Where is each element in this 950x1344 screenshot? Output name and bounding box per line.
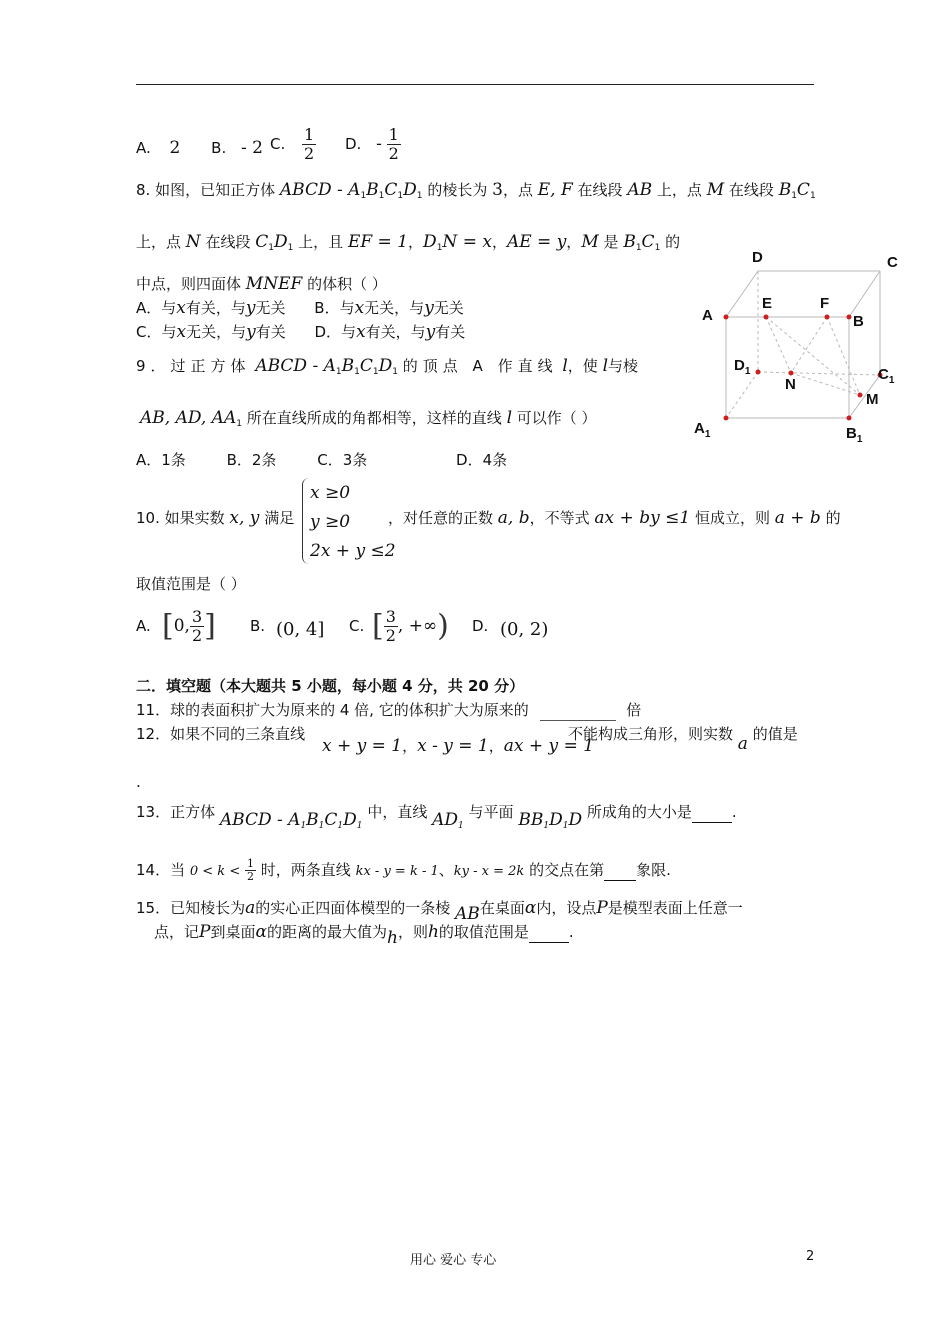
math-cond: 0 < k < — [189, 864, 241, 879]
text: 所成角的大小是 — [586, 803, 692, 821]
math-cube: ABCD - — [279, 180, 349, 200]
constraint-3: 2x + y ≤2 — [310, 541, 396, 561]
option-b-interval: (0, 4] — [276, 619, 325, 640]
label-a: A — [702, 307, 713, 324]
text: 的距离的最大值为 — [266, 923, 387, 941]
text: ，点 — [502, 181, 533, 199]
text: 无关，与 — [186, 323, 247, 341]
q7-options — [136, 138, 263, 158]
page-number: 2 — [806, 1249, 815, 1264]
math-y: y — [424, 298, 434, 318]
section-heading: 二．填空题（本大题共 5 小题，每小题 4 分，共 20 分） — [136, 677, 525, 695]
text: 的 — [665, 233, 681, 251]
option-c: C．与 — [136, 323, 177, 341]
label-n: N — [785, 376, 796, 393]
math-ef-eq: EF = 1 — [347, 232, 409, 252]
text: 有关，与 — [185, 299, 246, 317]
text: 象限. — [636, 861, 671, 879]
math-alpha: α — [524, 898, 537, 918]
math-a: a — [737, 734, 748, 754]
text: 11．球的表面积扩大为原来的 4 倍, 它的体积扩大为原来的 — [136, 701, 529, 719]
option-a: A．1条 — [136, 451, 186, 469]
text: 的值是 — [752, 725, 798, 743]
option-d: D．4条 — [456, 451, 508, 469]
math-cube: ABCD - A — [219, 810, 301, 830]
system-brace — [302, 478, 309, 564]
option-c: C．3条 — [317, 451, 368, 469]
option-c-label: C. — [270, 135, 286, 153]
math-inequality: ax + by ≤1 — [594, 508, 691, 528]
math-l: l — [602, 356, 609, 376]
answer-blank — [529, 922, 569, 943]
interval-high: , +∞ — [397, 616, 438, 636]
text: 点，记 — [154, 923, 200, 941]
header-rule — [136, 84, 814, 85]
text: 不能构成三角形，则实数 — [568, 725, 734, 743]
q8-line2: 上，点 N 在线段 $C_1D_1$ 上，且 EF = 1，$D_1N = x$，AE = y，M 是 $B_1C_1$ 的 — [136, 232, 681, 253]
text: 的体积（ ） — [307, 275, 387, 293]
option-a: A．与 — [136, 299, 177, 317]
option-a-label: A. — [136, 139, 151, 157]
q15-line2 — [154, 922, 574, 948]
text: 的取值范围是 — [438, 923, 529, 941]
label-d: D — [752, 249, 763, 266]
math-a-plus-b: a + b — [774, 508, 821, 528]
option-b-label: B. — [250, 617, 266, 635]
label-d1: $D_1$ — [734, 357, 751, 377]
q12-tail — [568, 724, 798, 754]
option-d-interval: (0, 2) — [500, 619, 549, 640]
math-y: y — [246, 322, 256, 342]
text: 时，两条直线 — [260, 861, 351, 879]
q12-equations: x + y = 1，x - y = 1，ax + y = 1 — [322, 736, 595, 756]
q12-dot: . — [136, 773, 141, 791]
fraction-denominator: 2 — [247, 870, 254, 883]
q9-line2: AB, AD, $AA_1$ 所在直线所成的角都相等，这样的直线 l 可以作（ ） — [140, 408, 597, 429]
label-b: B — [853, 313, 864, 330]
math-h: h — [386, 928, 398, 948]
q7-option-c — [270, 126, 401, 163]
math-p: P — [199, 922, 211, 942]
math-mnef: MNEF — [245, 274, 303, 294]
text: 有关，与 — [365, 323, 426, 341]
math-ab: AB — [627, 180, 653, 200]
math-eq3: ax + y = 1 — [503, 736, 595, 756]
text: 与平面 — [468, 803, 514, 821]
text: 9．过正方体 — [136, 357, 251, 375]
math-h: h — [427, 922, 439, 942]
math-ab: AB — [455, 904, 480, 924]
label-f: F — [820, 295, 830, 312]
fraction-numerator: 3 — [191, 607, 203, 626]
text: 14．当 — [136, 861, 186, 879]
q11 — [136, 700, 641, 721]
label-c: C — [887, 254, 898, 271]
q10-line1b — [388, 508, 841, 528]
fraction-numerator: 1 — [388, 125, 399, 144]
q10-line2: 取值范围是（ ） — [136, 575, 246, 593]
text: 在线段 — [577, 181, 623, 199]
fraction-denominator: 2 — [304, 144, 315, 163]
text: 上，点 — [136, 233, 182, 251]
option-a-label: A. — [136, 617, 151, 635]
text: 有关 — [435, 323, 466, 341]
text: 满足 — [264, 509, 295, 527]
fraction-denominator: 2 — [385, 626, 396, 645]
label-c1: $C_1$ — [878, 366, 895, 386]
option-c-interval: [ $\frac{3}{2}$ , +∞) — [372, 607, 449, 645]
text: 的实心正四面体模型的一条棱 — [255, 899, 451, 917]
text: 与棱 — [608, 357, 639, 375]
math-x: x — [176, 322, 187, 342]
text: 的 — [825, 509, 841, 527]
text: 是模型表面上任意一 — [607, 899, 743, 917]
text: 的顶点 A 作直线 — [402, 357, 558, 375]
math-xy: x, y — [229, 508, 260, 528]
text: 、 — [438, 861, 454, 879]
text: 无关 — [255, 299, 286, 317]
text: 上，点 — [656, 181, 702, 199]
q9-options — [136, 450, 507, 470]
q12 — [136, 724, 305, 744]
math-y: y — [425, 322, 436, 342]
footer-text: 用心 爱心 专心 — [410, 1253, 497, 1268]
text: ，对任意的正数 — [388, 509, 494, 527]
option-b-value: - 2 — [241, 138, 263, 158]
text: ，使 — [567, 357, 598, 375]
math-edges: AB, AD, AA — [140, 408, 237, 428]
text: 12．如果不同的三条直线 — [136, 725, 306, 743]
text: 有关 — [255, 323, 286, 341]
math-n: N — [185, 232, 201, 252]
label-e: E — [762, 295, 773, 312]
text: 恒成立，则 — [694, 509, 770, 527]
cube-edges — [726, 271, 880, 418]
text: ，不等式 — [529, 509, 590, 527]
math-l: l — [562, 356, 568, 376]
math-p: P — [596, 898, 608, 918]
q10-line1a — [136, 508, 294, 528]
text: ，则 — [397, 923, 428, 941]
math-line2: ky - x = 2k — [453, 864, 525, 879]
math-m: M — [581, 232, 599, 252]
math-ad1: AD — [432, 810, 459, 830]
math-d1n-eq: N = x — [442, 232, 492, 252]
label-b1: $B_1$ — [846, 425, 863, 445]
option-b: B．2条 — [226, 451, 277, 469]
math-l: l — [506, 408, 512, 428]
text: 上，且 — [298, 233, 344, 251]
option-d: D．与 — [314, 323, 357, 341]
text: 8. 如图，已知正方体 — [136, 181, 276, 199]
math-line1: kx - y = k - 1 — [355, 864, 439, 879]
text: 内，设点 — [536, 899, 597, 917]
math-ae-eq: AE = y — [506, 232, 567, 252]
math-x: x — [356, 322, 366, 342]
text: 在线段 — [205, 233, 251, 251]
option-a-interval: [0, $\frac{3}{2}$ ] — [162, 607, 216, 645]
option-b: B．与 — [314, 299, 355, 317]
text: 在桌面 — [479, 899, 525, 917]
option-b-label: B. — [211, 139, 227, 157]
math-m: M — [706, 180, 725, 200]
answer-blank — [692, 802, 732, 823]
text: 中点，则四面体 — [136, 275, 242, 293]
cube-figure — [690, 240, 920, 450]
text: 的交点在第 — [529, 861, 605, 879]
math-x: x — [354, 298, 365, 318]
label-a1: $A_1$ — [694, 420, 711, 440]
text: 中，直线 — [367, 803, 428, 821]
option-d-label: D. — [472, 617, 489, 635]
q8-options-cd — [136, 322, 465, 342]
interval-low: 0, — [173, 616, 190, 636]
fraction-denominator: 2 — [388, 144, 399, 163]
option-a-value: 2 — [169, 138, 181, 158]
fraction-numerator: 1 — [247, 857, 254, 870]
fraction-denominator: 2 — [191, 626, 203, 645]
q8-options-ab — [136, 298, 464, 318]
answer-blank — [540, 700, 616, 721]
edge-length: 3 — [492, 180, 503, 200]
constraint-2: y ≥0 — [310, 512, 351, 532]
text: 10. 如果实数 — [136, 509, 225, 527]
text: 到桌面 — [210, 923, 256, 941]
math-eq2: x - y = 1 — [417, 736, 489, 756]
text: 13．正方体 — [136, 803, 216, 821]
label-m: M — [866, 391, 879, 408]
math-b1c1: B — [778, 180, 792, 200]
math-ab: a, b — [497, 508, 530, 528]
option-c-label: C. — [349, 617, 365, 635]
math-x: x — [176, 298, 186, 318]
text: 是 — [603, 233, 619, 251]
math-alpha: α — [255, 922, 267, 942]
text: 可以作（ ） — [516, 409, 597, 427]
text: . — [568, 923, 574, 941]
math-eq1: x + y = 1 — [322, 736, 403, 756]
fraction-numerator: 1 — [304, 125, 315, 144]
q15-line1 — [136, 898, 743, 924]
text: 的棱长为 — [427, 181, 488, 199]
q8-line3 — [136, 274, 387, 294]
fraction-numerator: 3 — [385, 607, 396, 626]
q13: 13．正方体 ABCD - $A_1B_1C_1D_1$ 中，直线 $AD_1$ 与平面 $BB_1D_1D$ 所成角的大小是 . — [136, 803, 737, 831]
answer-blank — [604, 860, 636, 881]
text: 无关，与 — [364, 299, 425, 317]
q9-line1: 9．过正方体 ABCD - $A_1B_1C_1D_1$ 的顶点 A 作直线 l，使 l与棱 — [136, 356, 639, 377]
text: 所在直线所成的角都相等，这样的直线 — [246, 409, 502, 427]
math-a1: A — [348, 180, 361, 200]
text: . — [731, 803, 737, 821]
text: 15．已知棱长为 — [136, 899, 246, 917]
math-a: a — [245, 898, 256, 918]
text: 在线段 — [728, 181, 774, 199]
constraint-1: x ≥0 — [310, 483, 351, 503]
option-d-label: D. — [345, 135, 362, 153]
q14 — [136, 858, 671, 883]
math-ef: E, F — [537, 180, 573, 200]
math-plane: BB — [518, 810, 544, 830]
q8-line1: 8. 如图，已知正方体 ABCD - $A_1B_1C_1D_1$ 的棱长为 3，点 E, F 在线段 AB 上，点 M 在线段 $B_1C_1$ — [136, 180, 816, 201]
math-y: y — [245, 298, 256, 318]
text: 无关 — [433, 299, 464, 317]
minus-sign: - — [376, 134, 382, 154]
text: 倍 — [626, 701, 642, 719]
